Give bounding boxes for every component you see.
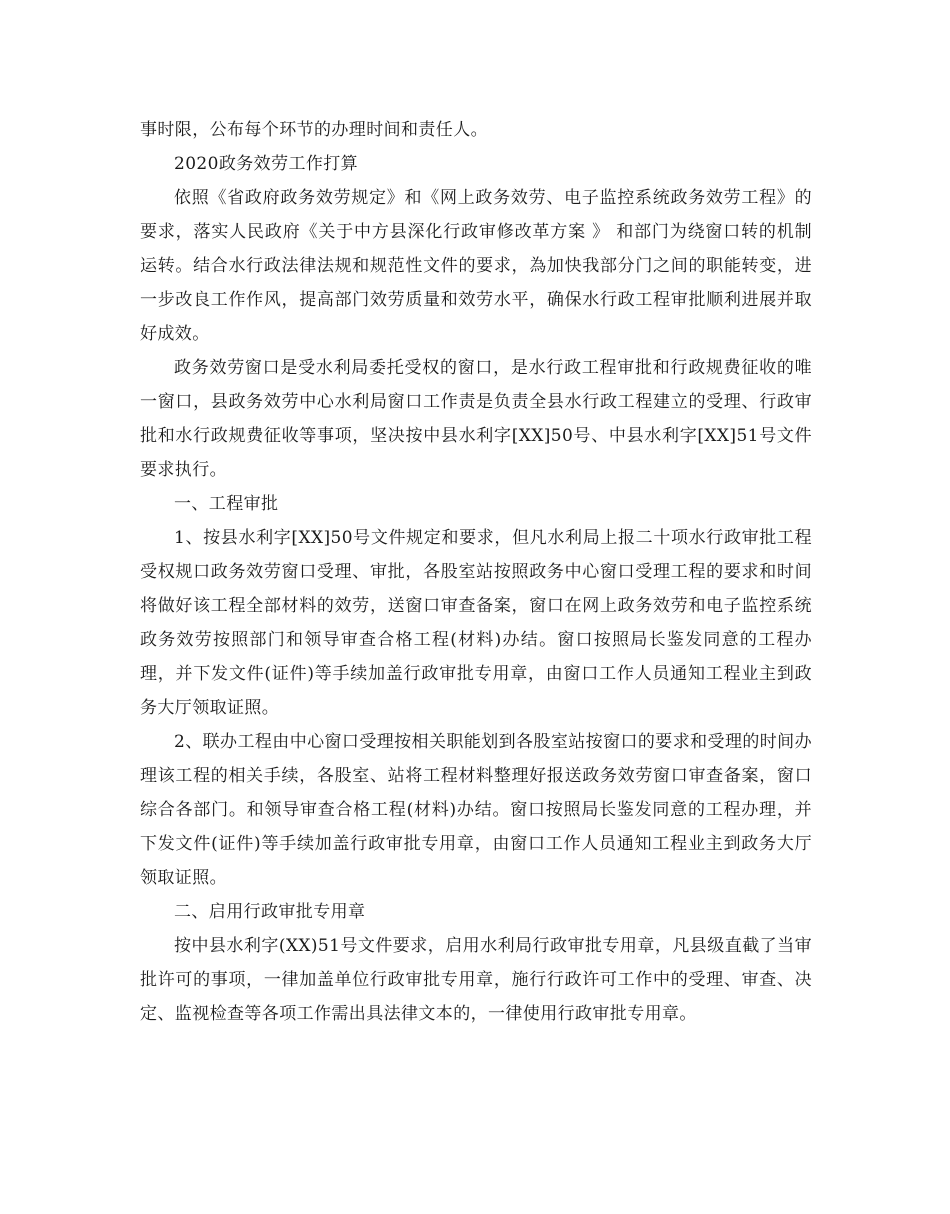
heading-project-approval: 一、工程审批: [174, 494, 279, 514]
paragraph-window-role: 政务效劳窗口是受水利局委托受权的窗口，是水行政工程审批和行政规费征收的唯一窗口，县政务效劳中心水利局窗口工作责是负责全县水行政工程建立的受理、行政审批和水行政规费征收等事项，坚决按中县水利字[XX]50号、中县水利字[XX]51号文件要求执行。: [140, 358, 812, 480]
heading-approval-seal: 二、启用行政审批专用章: [174, 902, 366, 922]
paragraph-basis: 依照《省政府政务效劳规定》和《网上政务效劳、电子监控系统政务效劳工程》的要求，落实人民政府《关于中方县深化行政审修改革方案 》 和部门为绕窗口转的机制运转。结合水行政法律法规和规范性文件的要求，為加快我部分门之间的职能转变，进一步改良工作作风，提高部门效劳质量和效劳水平，确保水行政工程审批顺利进展并取好成效。: [140, 188, 812, 344]
section-title-plan: 2020政务效劳工作打算: [174, 154, 359, 174]
paragraph-seal-usage: 按中县水利字(XX)51号文件要求，启用水利局行政审批专用章，凡县级直截了当审批许可的事项，一律加盖单位行政审批专用章，施行行政许可工作中的受理、审查、决定、监视检查等各项工作需出具法律文本的，一律使用行政审批专用章。: [140, 936, 812, 1024]
paragraph-approval-item-2: 2、联办工程由中心窗口受理按相关职能划到各股室站按窗口的要求和受理的时间办理该工程的相关手续，各股室、站将工程材料整理好报送政务效劳窗口审查备案，窗口综合各部门。和领导审查合格工程(材料)办结。窗口按照局长鉴发同意的工程办理，并下发文件(证件)等手续加盖行政审批专用章，由窗口工作人员通知工程业主到政务大厅领取证照。: [140, 732, 812, 888]
paragraph-continuation: 事时限，公布每个环节的办理时间和责任人。: [140, 120, 488, 140]
paragraph-approval-item-1: 1、按县水利字[XX]50号文件规定和要求，但凡水利局上报二十项水行政审批工程受权规口政务效劳窗口受理、审批，各股室站按照政务中心窗口受理工程的要求和时间将做好该工程全部材料的效劳，送窗口审查备案，窗口在网上政务效劳和电子监控系统政务效劳按照部门和领导审查合格工程(材料)办结。窗口按照局长鉴发同意的工程办理，并下发文件(证件)等手续加盖行政审批专用章，由窗口工作人员通知工程业主到政务大厅领取证照。: [140, 528, 812, 718]
document-body: [140, 113, 812, 1031]
